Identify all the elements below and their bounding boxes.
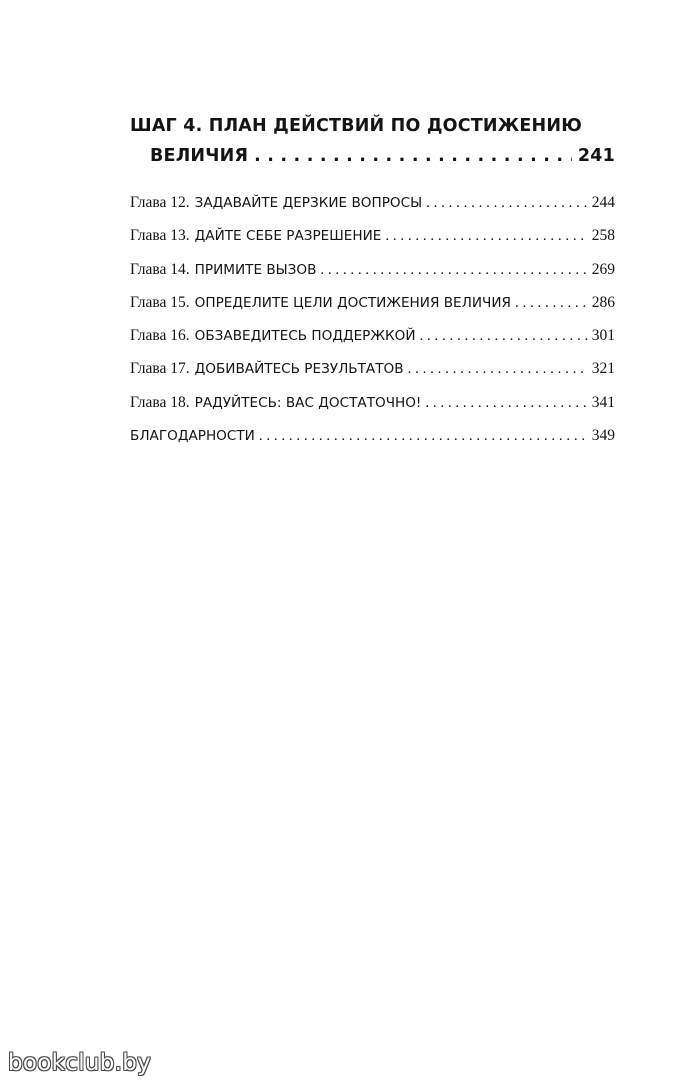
- table-of-contents: [130, 186, 615, 452]
- site-watermark: bookclub.by: [8, 1050, 152, 1076]
- toc-entry: [130, 352, 615, 385]
- dot-leader: [515, 287, 588, 320]
- page-number: 269: [591, 260, 615, 278]
- part-title-line1: ШАГ 4. ПЛАН ДЕЙСТВИЙ ПО ДОСТИЖЕНИЮ: [130, 116, 582, 136]
- part-title-line2-row: [130, 141, 615, 171]
- dot-leader: [408, 353, 588, 386]
- part-page-number: 241: [577, 146, 615, 166]
- dot-leader: [259, 420, 588, 453]
- chapter-prefix: Глава 16.: [130, 327, 190, 345]
- part-title-line2: ВЕЛИЧИЯ: [150, 146, 249, 166]
- toc-entry: [130, 419, 615, 452]
- chapter-title: ДАЙТЕ СЕБЕ РАЗРЕШЕНИЕ: [194, 228, 382, 245]
- chapter-title: ПРИМИТЕ ВЫЗОВ: [194, 261, 317, 278]
- dot-leader: [426, 187, 588, 220]
- page-number: 258: [591, 227, 615, 245]
- dot-leader: [425, 387, 587, 420]
- page-number: 286: [591, 293, 615, 311]
- part-heading: [130, 111, 615, 171]
- chapter-prefix: Глава 17.: [130, 360, 190, 378]
- toc-entry: [130, 186, 615, 219]
- toc-entry: [130, 253, 615, 286]
- toc-entry: [130, 386, 615, 419]
- page-number: 244: [591, 194, 615, 211]
- page-number: 301: [591, 327, 615, 345]
- toc-entry: [130, 219, 615, 252]
- chapter-prefix: Глава 15.: [130, 293, 190, 311]
- toc-entry: [130, 286, 615, 319]
- page-number: 341: [591, 393, 615, 411]
- dot-leader: [385, 220, 587, 253]
- page-number: 321: [591, 360, 615, 378]
- chapter-prefix: Глава 13.: [130, 227, 190, 245]
- page-number: 349: [591, 427, 615, 445]
- chapter-prefix: Глава 12.: [130, 194, 190, 211]
- toc-entry: [130, 319, 615, 352]
- chapter-title: ОПРЕДЕЛИТЕ ЦЕЛИ ДОСТИЖЕНИЯ ВЕЛИЧИЯ: [194, 294, 511, 311]
- dot-leader: [320, 254, 587, 287]
- dot-leader: [254, 141, 572, 171]
- chapter-title: ОБЗАВЕДИТЕСЬ ПОДДЕРЖКОЙ: [194, 328, 416, 345]
- acknowledgements-title: БЛАГОДАРНОСТИ: [130, 428, 255, 445]
- chapter-prefix: Глава 14.: [130, 260, 190, 278]
- chapter-title: РАДУЙТЕСЬ: ВАС ДОСТАТОЧНО!: [194, 394, 422, 411]
- chapter-prefix: Глава 18.: [130, 393, 190, 411]
- dot-leader: [420, 320, 588, 353]
- chapter-title: ДОБИВАЙТЕСЬ РЕЗУЛЬТАТОВ: [194, 361, 404, 378]
- chapter-title: ЗАДАВАЙТЕ ДЕРЗКИЕ ВОПРОСЫ: [194, 195, 423, 211]
